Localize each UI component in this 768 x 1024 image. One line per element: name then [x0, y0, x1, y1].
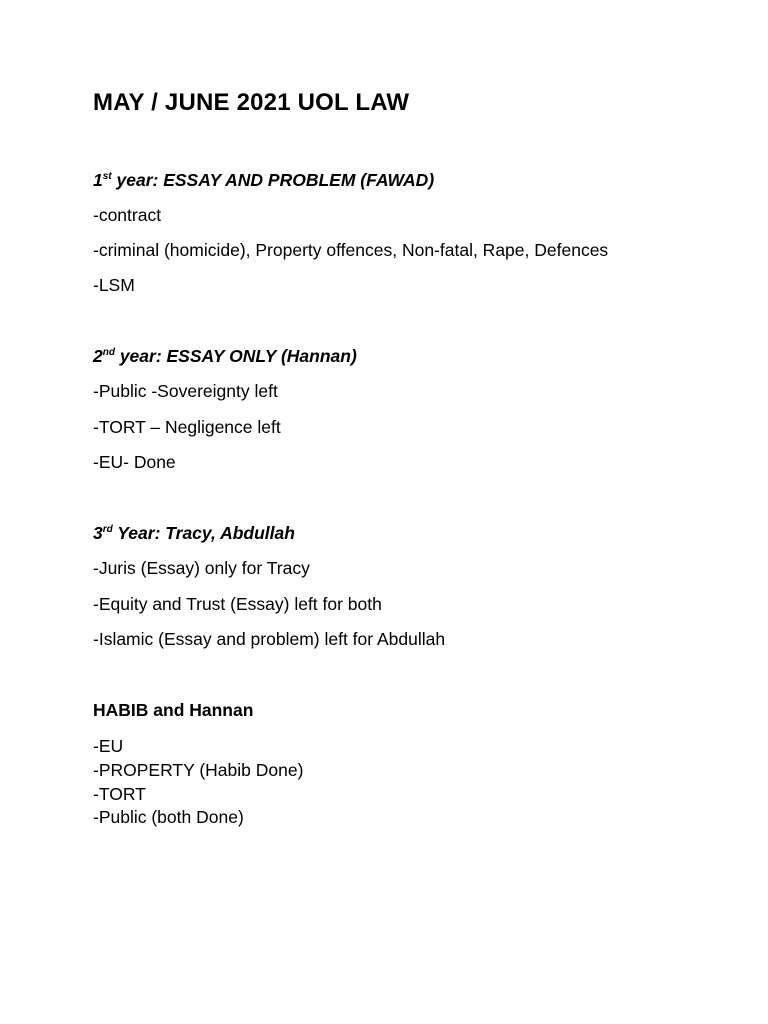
heading-text: year: ESSAY ONLY (Hannan)	[114, 346, 357, 366]
list-item: -PROPERTY (Habib Done)	[93, 760, 304, 780]
heading-ordinal-suffix: rd	[102, 524, 113, 535]
list-item: -contract	[93, 205, 162, 225]
section-heading-habib-hannan: HABIB and Hannan	[93, 700, 254, 720]
list-item: -LSM	[93, 275, 135, 295]
document-title: MAY / JUNE 2021 UOL LAW	[93, 89, 410, 116]
heading-number: 2	[93, 346, 103, 366]
heading-number: 1	[93, 170, 103, 190]
heading-ordinal-suffix: st	[102, 171, 112, 182]
heading-text: Year: Tracy, Abdullah	[112, 523, 295, 543]
heading-number: 3	[93, 523, 103, 543]
list-item: -Public -Sovereignty left	[93, 381, 278, 401]
list-item: -Juris (Essay) only for Tracy	[93, 558, 310, 578]
list-item: -TORT – Negligence left	[93, 417, 281, 437]
section-heading-1st-year	[93, 170, 434, 191]
section-heading-3rd-year	[93, 523, 295, 544]
heading-text: year: ESSAY AND PROBLEM (FAWAD)	[111, 170, 435, 190]
list-item: -EU	[93, 736, 124, 756]
list-item: -Public (both Done)	[93, 807, 244, 827]
list-item: -Islamic (Essay and problem) left for Abdullah	[93, 629, 446, 649]
heading-ordinal-suffix: nd	[102, 347, 115, 358]
section-heading-2nd-year	[93, 346, 357, 367]
list-item: -TORT	[93, 784, 146, 804]
list-item: -Equity and Trust (Essay) left for both	[93, 594, 382, 614]
list-item: -criminal (homicide), Property offences, Non-fatal, Rape, Defences	[93, 240, 609, 260]
list-item: -EU- Done	[93, 452, 176, 472]
